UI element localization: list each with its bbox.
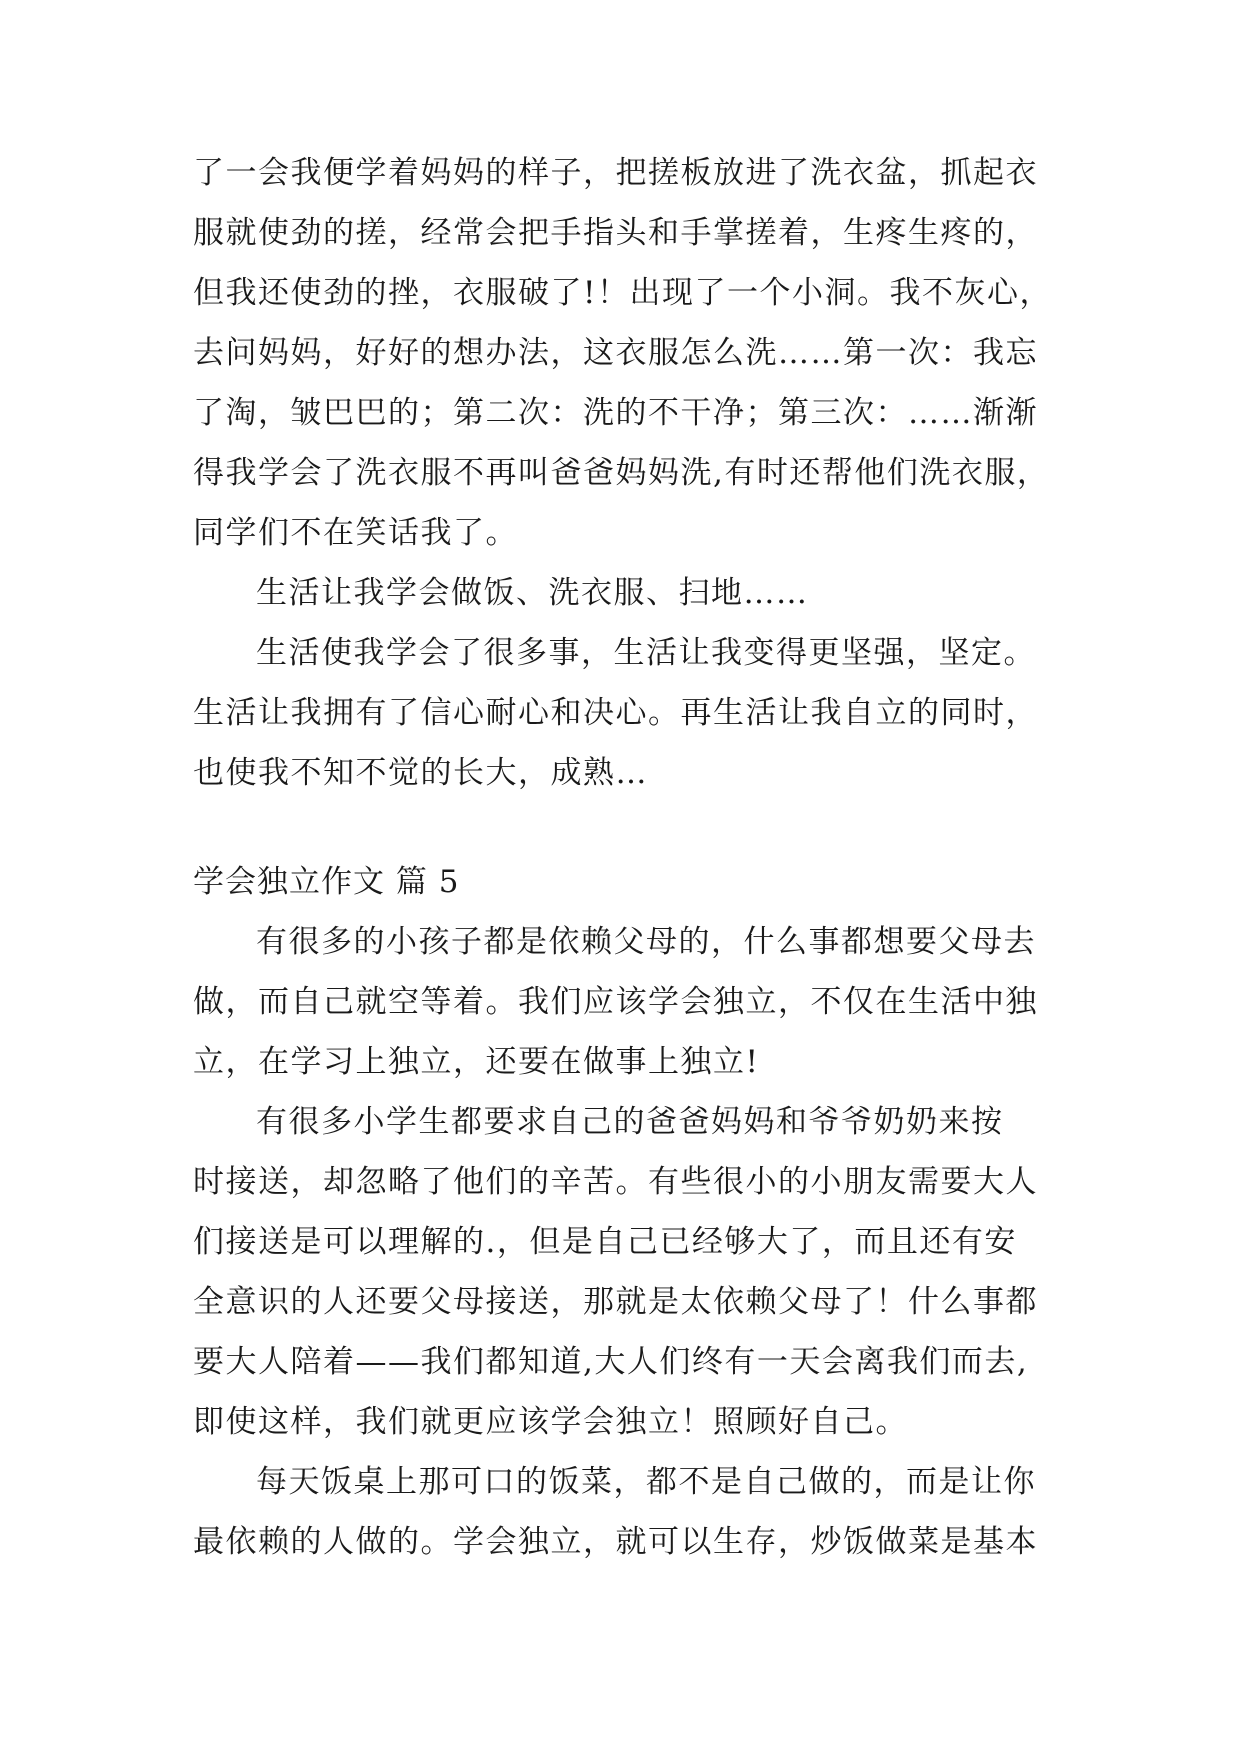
paragraph-first-line: 有很多的小孩子都是依赖父母的，什么事都想要父母去 bbox=[256, 924, 1036, 960]
text-line: 得我学会了洗衣服不再叫爸爸妈妈洗,有时还帮他们洗衣服， bbox=[193, 455, 1050, 491]
paragraph-first-line: 有很多小学生都要求自己的爸爸妈妈和爷爷奶奶来按 bbox=[256, 1104, 1004, 1140]
text-line: 去问妈妈，好好的想办法，这衣服怎么洗……第一次：我忘 bbox=[193, 335, 1038, 371]
text-line: 同学们不在笑话我了。 bbox=[193, 515, 518, 551]
text-line: 最依赖的人做的。学会独立，就可以生存，炒饭做菜是基本 bbox=[193, 1524, 1038, 1560]
text-line: 时接送，却忽略了他们的辛苦。有些很小的小朋友需要大人 bbox=[193, 1164, 1038, 1200]
section-heading: 学会独立作文 篇 5 bbox=[193, 864, 460, 900]
text-line: 了一会我便学着妈妈的样子，把搓板放进了洗衣盆，抓起衣 bbox=[193, 155, 1038, 191]
paragraph-first-line: 生活使我学会了很多事，生活让我变得更坚强，坚定。 bbox=[256, 635, 1036, 671]
paragraph-first-line: 每天饭桌上那可口的饭菜，都不是自己做的，而是让你 bbox=[256, 1464, 1036, 1500]
text-line: 即使这样，我们就更应该学会独立！照顾好自己。 bbox=[193, 1404, 908, 1440]
text-line: 也使我不知不觉的长大，成熟… bbox=[193, 755, 648, 791]
text-line: 们接送是可以理解的.，但是自己已经够大了，而且还有安 bbox=[193, 1224, 1017, 1260]
text-line: 立，在学习上独立，还要在做事上独立! bbox=[193, 1044, 760, 1080]
paragraph-first-line: 生活让我学会做饭、洗衣服、扫地…… bbox=[256, 575, 809, 611]
text-line: 做，而自己就空等着。我们应该学会独立，不仅在生活中独 bbox=[193, 984, 1038, 1020]
text-line: 了淘，皱巴巴的；第二次：洗的不干净；第三次：……渐渐 bbox=[193, 395, 1038, 431]
text-line: 服就使劲的搓，经常会把手指头和手掌搓着，生疼生疼的， bbox=[193, 215, 1038, 251]
text-line: 生活让我拥有了信心耐心和决心。再生活让我自立的同时， bbox=[193, 695, 1038, 731]
text-line: 要大人陪着——我们都知道,大人们终有一天会离我们而去, bbox=[193, 1344, 1029, 1380]
text-line: 全意识的人还要父母接送，那就是太依赖父母了！什么事都 bbox=[193, 1284, 1038, 1320]
text-line: 但我还使劲的挫，衣服破了!！出现了一个小洞。我不灰心， bbox=[193, 275, 1052, 311]
